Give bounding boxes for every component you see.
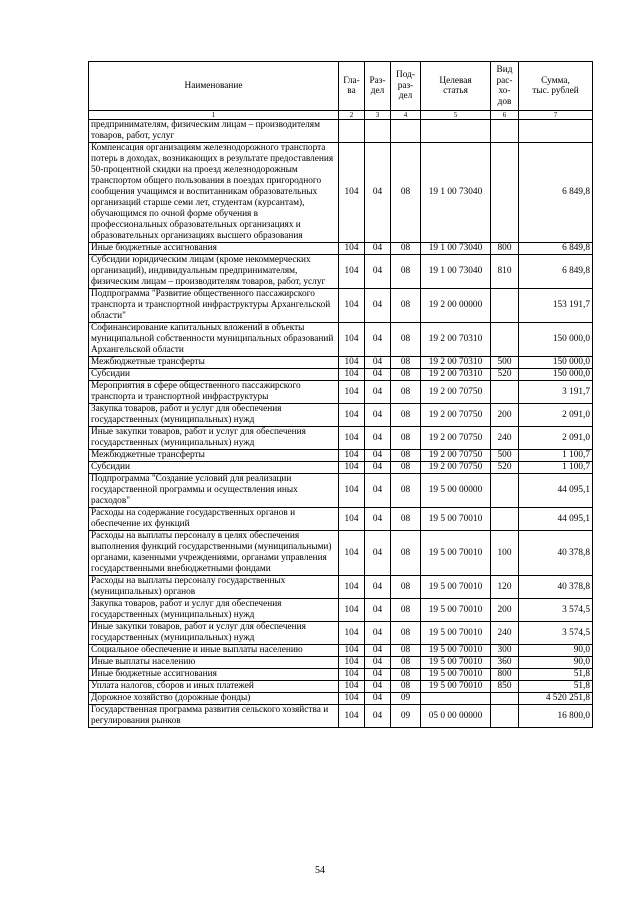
cell-vid: 120 bbox=[491, 576, 519, 599]
cell-podrazdel: 08 bbox=[391, 657, 421, 669]
table-body bbox=[89, 120, 593, 728]
table-row bbox=[89, 404, 593, 427]
cell-summa: 2 091,0 bbox=[519, 427, 593, 450]
column-number: 2 bbox=[339, 111, 365, 120]
cell-razdel: 04 bbox=[365, 427, 391, 450]
cell-razdel: 04 bbox=[365, 657, 391, 669]
table-row bbox=[89, 381, 593, 404]
page-number: 54 bbox=[315, 865, 325, 876]
cell-glava: 104 bbox=[339, 369, 365, 381]
cell-statya: 19 5 00 70010 bbox=[421, 531, 491, 576]
table-row bbox=[89, 120, 593, 143]
cell-statya: 19 1 00 73040 bbox=[421, 255, 491, 289]
table-row bbox=[89, 599, 593, 622]
column-number-row bbox=[89, 111, 593, 120]
cell-glava: 104 bbox=[339, 381, 365, 404]
cell-statya: 19 5 00 70010 bbox=[421, 645, 491, 657]
column-number: 1 bbox=[89, 111, 339, 120]
cell-podrazdel: 08 bbox=[391, 681, 421, 693]
cell-name: Государственная программа развития сельского хозяйства и регулирования рынков bbox=[89, 705, 339, 728]
cell-vid bbox=[491, 120, 519, 143]
cell-name: Закупка товаров, работ и услуг для обеспечения государственных (муниципальных) нужд bbox=[89, 599, 339, 622]
cell-summa: 90,0 bbox=[519, 657, 593, 669]
cell-razdel: 04 bbox=[365, 474, 391, 508]
cell-razdel: 04 bbox=[365, 462, 391, 474]
cell-vid bbox=[491, 508, 519, 531]
cell-statya: 19 1 00 73040 bbox=[421, 243, 491, 255]
cell-razdel: 04 bbox=[365, 357, 391, 369]
cell-summa: 90,0 bbox=[519, 645, 593, 657]
cell-name: Расходы на выплаты персоналу в целях обеспечения выполнения функций государственными (муниципальными) органами, казенными учреждениями, органами управления государственными внебюджетными фондами bbox=[89, 531, 339, 576]
header-glava: Гла- ва bbox=[339, 62, 365, 111]
cell-vid: 100 bbox=[491, 531, 519, 576]
cell-name: Субсидии bbox=[89, 462, 339, 474]
cell-name: Расходы на выплаты персоналу государственных (муниципальных) органов bbox=[89, 576, 339, 599]
header-statya: Целевая статья bbox=[421, 62, 491, 111]
cell-podrazdel: 08 bbox=[391, 323, 421, 357]
cell-podrazdel: 08 bbox=[391, 427, 421, 450]
cell-vid bbox=[491, 693, 519, 705]
cell-vid: 240 bbox=[491, 427, 519, 450]
cell-summa: 6 849,8 bbox=[519, 255, 593, 289]
cell-name: Межбюджетные трансферты bbox=[89, 450, 339, 462]
cell-podrazdel: 08 bbox=[391, 599, 421, 622]
cell-name: Межбюджетные трансферты bbox=[89, 357, 339, 369]
table-row bbox=[89, 450, 593, 462]
cell-summa: 40 378,8 bbox=[519, 531, 593, 576]
table-row bbox=[89, 657, 593, 669]
cell-statya: 19 1 00 73040 bbox=[421, 143, 491, 243]
cell-name: Закупка товаров, работ и услуг для обеспечения государственных (муниципальных) нужд bbox=[89, 404, 339, 427]
cell-glava: 104 bbox=[339, 462, 365, 474]
cell-statya: 19 2 00 70310 bbox=[421, 369, 491, 381]
cell-statya: 19 5 00 70010 bbox=[421, 622, 491, 645]
column-number: 3 bbox=[365, 111, 391, 120]
cell-name: Софинансирование капитальных вложений в объекты муниципальной собственности муниципальных образований Архангельской области bbox=[89, 323, 339, 357]
table-row bbox=[89, 462, 593, 474]
cell-name: Мероприятия в сфере общественного пассажирского транспорта и транспортной инфраструктуры bbox=[89, 381, 339, 404]
cell-vid bbox=[491, 705, 519, 728]
column-number: 5 bbox=[421, 111, 491, 120]
cell-vid: 500 bbox=[491, 357, 519, 369]
cell-summa: 3 191,7 bbox=[519, 381, 593, 404]
table-row bbox=[89, 705, 593, 728]
cell-vid: 200 bbox=[491, 404, 519, 427]
header-podrazdel: Под- раз- дел bbox=[391, 62, 421, 111]
cell-name: Иные бюджетные ассигнования bbox=[89, 669, 339, 681]
cell-glava: 104 bbox=[339, 531, 365, 576]
cell-razdel: 04 bbox=[365, 622, 391, 645]
cell-statya: 19 2 00 70750 bbox=[421, 462, 491, 474]
cell-glava: 104 bbox=[339, 681, 365, 693]
cell-name: Субсидии bbox=[89, 369, 339, 381]
cell-statya: 19 2 00 70310 bbox=[421, 357, 491, 369]
cell-name: Дорожное хозяйство (дорожные фонды) bbox=[89, 693, 339, 705]
cell-statya bbox=[421, 693, 491, 705]
cell-podrazdel: 08 bbox=[391, 404, 421, 427]
cell-glava: 104 bbox=[339, 645, 365, 657]
cell-podrazdel: 08 bbox=[391, 381, 421, 404]
cell-name: Иные закупки товаров, работ и услуг для обеспечения государственных (муниципальных) нужд bbox=[89, 622, 339, 645]
cell-glava: 104 bbox=[339, 576, 365, 599]
cell-summa: 1 100,7 bbox=[519, 462, 593, 474]
cell-razdel: 04 bbox=[365, 681, 391, 693]
table-row bbox=[89, 143, 593, 243]
cell-glava: 104 bbox=[339, 622, 365, 645]
cell-glava: 104 bbox=[339, 693, 365, 705]
table-row bbox=[89, 622, 593, 645]
cell-razdel: 04 bbox=[365, 381, 391, 404]
cell-vid bbox=[491, 323, 519, 357]
cell-razdel: 04 bbox=[365, 143, 391, 243]
cell-razdel: 04 bbox=[365, 669, 391, 681]
cell-podrazdel: 08 bbox=[391, 622, 421, 645]
cell-razdel: 04 bbox=[365, 255, 391, 289]
cell-summa: 16 800,0 bbox=[519, 705, 593, 728]
budget-table bbox=[88, 61, 593, 728]
cell-razdel: 04 bbox=[365, 645, 391, 657]
cell-statya: 19 2 00 70750 bbox=[421, 450, 491, 462]
cell-glava: 104 bbox=[339, 705, 365, 728]
cell-statya: 19 5 00 70010 bbox=[421, 508, 491, 531]
cell-name: Иные выплаты населению bbox=[89, 657, 339, 669]
cell-name: Подпрограмма "Развитие общественного пассажирского транспорта и транспортной инфраструктуры Архангельской области" bbox=[89, 289, 339, 323]
cell-summa: 40 378,8 bbox=[519, 576, 593, 599]
cell-name: Социальное обеспечение и иные выплаты населению bbox=[89, 645, 339, 657]
cell-name: Иные закупки товаров, работ и услуг для обеспечения государственных (муниципальных) нужд bbox=[89, 427, 339, 450]
cell-statya: 19 5 00 00000 bbox=[421, 474, 491, 508]
cell-statya: 19 2 00 70750 bbox=[421, 427, 491, 450]
cell-razdel: 04 bbox=[365, 289, 391, 323]
table-row bbox=[89, 323, 593, 357]
cell-podrazdel: 08 bbox=[391, 369, 421, 381]
cell-podrazdel: 08 bbox=[391, 289, 421, 323]
cell-vid: 850 bbox=[491, 681, 519, 693]
cell-statya: 19 2 00 70750 bbox=[421, 404, 491, 427]
cell-summa: 51,8 bbox=[519, 681, 593, 693]
cell-glava: 104 bbox=[339, 255, 365, 289]
cell-summa: 6 849,8 bbox=[519, 243, 593, 255]
cell-razdel bbox=[365, 120, 391, 143]
cell-razdel: 04 bbox=[365, 369, 391, 381]
column-number: 7 bbox=[519, 111, 593, 120]
cell-razdel: 04 bbox=[365, 576, 391, 599]
column-number: 4 bbox=[391, 111, 421, 120]
table-row bbox=[89, 693, 593, 705]
cell-glava: 104 bbox=[339, 427, 365, 450]
cell-podrazdel: 08 bbox=[391, 508, 421, 531]
cell-razdel: 04 bbox=[365, 705, 391, 728]
cell-summa: 150 000,0 bbox=[519, 369, 593, 381]
cell-statya: 19 5 00 70010 bbox=[421, 669, 491, 681]
cell-podrazdel: 08 bbox=[391, 255, 421, 289]
cell-summa: 1 100,7 bbox=[519, 450, 593, 462]
table-row bbox=[89, 255, 593, 289]
table-row bbox=[89, 369, 593, 381]
table-row bbox=[89, 427, 593, 450]
cell-razdel: 04 bbox=[365, 508, 391, 531]
cell-vid: 810 bbox=[491, 255, 519, 289]
cell-razdel: 04 bbox=[365, 323, 391, 357]
cell-name: предпринимателям, физическим лицам – производителям товаров, работ, услуг bbox=[89, 120, 339, 143]
cell-glava: 104 bbox=[339, 450, 365, 462]
cell-vid: 800 bbox=[491, 243, 519, 255]
budget-table-page bbox=[88, 61, 592, 728]
table-row bbox=[89, 681, 593, 693]
cell-vid bbox=[491, 381, 519, 404]
cell-statya: 19 5 00 70010 bbox=[421, 576, 491, 599]
cell-summa: 150 000,0 bbox=[519, 323, 593, 357]
table-row bbox=[89, 645, 593, 657]
header-vid: Вид рас- хо- дов bbox=[491, 62, 519, 111]
cell-summa: 3 574,5 bbox=[519, 622, 593, 645]
cell-summa: 2 091,0 bbox=[519, 404, 593, 427]
cell-statya: 05 0 00 00000 bbox=[421, 705, 491, 728]
cell-glava: 104 bbox=[339, 243, 365, 255]
cell-glava: 104 bbox=[339, 474, 365, 508]
cell-glava bbox=[339, 120, 365, 143]
cell-summa: 153 191,7 bbox=[519, 289, 593, 323]
cell-vid: 800 bbox=[491, 669, 519, 681]
cell-podrazdel: 08 bbox=[391, 357, 421, 369]
cell-podrazdel: 09 bbox=[391, 693, 421, 705]
cell-podrazdel: 08 bbox=[391, 143, 421, 243]
cell-name: Уплата налогов, сборов и иных платежей bbox=[89, 681, 339, 693]
cell-statya: 19 2 00 70310 bbox=[421, 323, 491, 357]
cell-summa: 6 849,8 bbox=[519, 143, 593, 243]
cell-podrazdel: 08 bbox=[391, 576, 421, 599]
table-row bbox=[89, 669, 593, 681]
cell-podrazdel: 08 bbox=[391, 669, 421, 681]
cell-vid bbox=[491, 474, 519, 508]
table-row bbox=[89, 508, 593, 531]
cell-razdel: 04 bbox=[365, 693, 391, 705]
cell-podrazdel: 08 bbox=[391, 645, 421, 657]
cell-vid: 520 bbox=[491, 369, 519, 381]
cell-summa: 150 000,0 bbox=[519, 357, 593, 369]
cell-name: Подпрограмма "Создание условий для реализации государственной программы и осуществления иных расходов" bbox=[89, 474, 339, 508]
cell-glava: 104 bbox=[339, 508, 365, 531]
cell-razdel: 04 bbox=[365, 531, 391, 576]
cell-statya: 19 2 00 00000 bbox=[421, 289, 491, 323]
cell-razdel: 04 bbox=[365, 404, 391, 427]
cell-glava: 104 bbox=[339, 357, 365, 369]
cell-name: Расходы на содержание государственных органов и обеспечение их функций bbox=[89, 508, 339, 531]
cell-podrazdel: 08 bbox=[391, 531, 421, 576]
cell-vid: 240 bbox=[491, 622, 519, 645]
cell-name: Субсидии юридическим лицам (кроме некоммерческих организаций), индивидуальным предпринимателям, физическим лицам – производителям товаров, работ, услуг bbox=[89, 255, 339, 289]
header-razdel: Раз- дел bbox=[365, 62, 391, 111]
cell-summa: 3 574,5 bbox=[519, 599, 593, 622]
cell-statya bbox=[421, 120, 491, 143]
cell-podrazdel: 08 bbox=[391, 474, 421, 508]
cell-vid bbox=[491, 289, 519, 323]
table-row bbox=[89, 576, 593, 599]
table-row bbox=[89, 531, 593, 576]
cell-vid: 360 bbox=[491, 657, 519, 669]
cell-summa: 4 520 251,8 bbox=[519, 693, 593, 705]
cell-glava: 104 bbox=[339, 143, 365, 243]
cell-podrazdel: 08 bbox=[391, 450, 421, 462]
cell-vid: 520 bbox=[491, 462, 519, 474]
table-row bbox=[89, 289, 593, 323]
cell-vid: 500 bbox=[491, 450, 519, 462]
cell-vid: 200 bbox=[491, 599, 519, 622]
cell-glava: 104 bbox=[339, 323, 365, 357]
cell-summa bbox=[519, 120, 593, 143]
cell-glava: 104 bbox=[339, 404, 365, 427]
cell-podrazdel bbox=[391, 120, 421, 143]
cell-summa: 44 095,1 bbox=[519, 474, 593, 508]
table-header-row bbox=[89, 62, 593, 111]
table-row bbox=[89, 474, 593, 508]
table-row bbox=[89, 357, 593, 369]
cell-glava: 104 bbox=[339, 289, 365, 323]
cell-vid bbox=[491, 143, 519, 243]
cell-podrazdel: 09 bbox=[391, 705, 421, 728]
header-summa: Сумма, тыс. рублей bbox=[519, 62, 593, 111]
cell-name: Компенсация организациям железнодорожного транспорта потерь в доходах, возникающих в результате предоставления 50-процентной скидки на проезд железнодорожным транспортом общего пользования в поездах пригородного сообщения учащимся и воспитанникам образовательных организаций старше семи лет, студентам (курсантам), обучающимся по очной форме обучения в профессиональных образовательных организациях и образовательных организациях высшего образования bbox=[89, 143, 339, 243]
cell-name: Иные бюджетные ассигнования bbox=[89, 243, 339, 255]
cell-glava: 104 bbox=[339, 669, 365, 681]
cell-summa: 44 095,1 bbox=[519, 508, 593, 531]
cell-razdel: 04 bbox=[365, 599, 391, 622]
cell-summa: 51,8 bbox=[519, 669, 593, 681]
cell-statya: 19 5 00 70010 bbox=[421, 599, 491, 622]
cell-glava: 104 bbox=[339, 657, 365, 669]
cell-podrazdel: 08 bbox=[391, 462, 421, 474]
cell-statya: 19 5 00 70010 bbox=[421, 681, 491, 693]
cell-razdel: 04 bbox=[365, 450, 391, 462]
table-row bbox=[89, 243, 593, 255]
cell-razdel: 04 bbox=[365, 243, 391, 255]
cell-podrazdel: 08 bbox=[391, 243, 421, 255]
cell-vid: 300 bbox=[491, 645, 519, 657]
cell-statya: 19 5 00 70010 bbox=[421, 657, 491, 669]
cell-statya: 19 2 00 70750 bbox=[421, 381, 491, 404]
header-name: Наименование bbox=[89, 62, 339, 111]
cell-glava: 104 bbox=[339, 599, 365, 622]
column-number: 6 bbox=[491, 111, 519, 120]
